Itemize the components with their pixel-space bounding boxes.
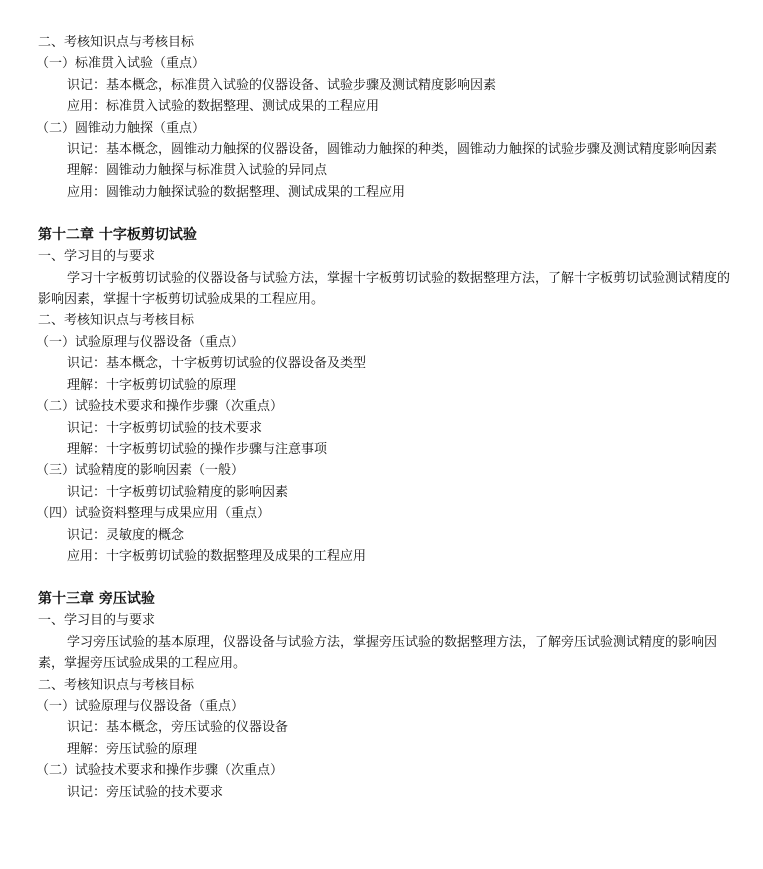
subsection-title: （二）试验技术要求和操作步骤（次重点） (36, 763, 284, 779)
objective-line: 识记：灵敏度的概念 (67, 527, 185, 543)
section-heading: 二、考核知识点与考核目标 (38, 35, 195, 50)
section-heading: 一、学习目的与要求 (38, 249, 156, 265)
objective-line: 应用：圆锥动力触探试验的数据整理、测试成果的工程应用 (67, 184, 406, 200)
subsection-title: （一）试验原理与仪器设备（重点） (36, 698, 245, 714)
objective-line: 应用：十字板剪切试验的数据整理及成果的工程应用 (67, 548, 367, 564)
objective-line: 理解：旁压试验的原理 (67, 741, 198, 757)
objective-line: 理解：十字板剪切试验的操作步骤与注意事项 (67, 441, 328, 457)
subsection-title: （三）试验精度的影响因素（一般） (36, 463, 245, 479)
subsection-title: （四）试验资料整理与成果应用（重点） (36, 506, 271, 522)
subsection-title: （一）试验原理与仪器设备（重点） (36, 334, 245, 350)
subsection-title: （二）圆锥动力触探（重点） (36, 120, 206, 136)
objective-line: 识记：基本概念，标准贯入试验的仪器设备、试验步骤及测试精度影响因素 (67, 77, 497, 93)
objective-line: 识记：基本概念，旁压试验的仪器设备 (67, 720, 289, 736)
subsection-title: （二）试验技术要求和操作步骤（次重点） (36, 399, 284, 415)
section-heading: 一、学习目的与要求 (38, 613, 156, 629)
objective-line: 理解：十字板剪切试验的原理 (67, 377, 237, 393)
objective-line: 识记：十字板剪切试验的技术要求 (67, 420, 263, 436)
section-heading: 二、考核知识点与考核目标 (38, 677, 195, 693)
subsection-title: （一）标准贯入试验（重点） (36, 56, 206, 72)
intro-paragraph: 学习旁压试验的基本原理，仪器设备与试验方法，掌握旁压试验的数据整理方法，了解旁压试验测试精度的影响因素，掌握旁压试验成果的工程应用。 (38, 634, 718, 672)
objective-line: 理解：圆锥动力触探与标准贯入试验的异同点 (67, 163, 328, 179)
chapter-title: 第十二章 十字板剪切试验 (38, 227, 197, 244)
objective-paragraph: 识记：基本概念，圆锥动力触探的仪器设备，圆锥动力触探的种类，圆锥动力触探的试验步骤及测试精度影响因素 (67, 142, 718, 158)
objective-line: 应用：标准贯入试验的数据整理、测试成果的工程应用 (67, 99, 380, 115)
objective-line: 识记：十字板剪切试验精度的影响因素 (67, 484, 289, 500)
objective-line: 识记：基本概念，十字板剪切试验的仪器设备及类型 (67, 356, 367, 372)
chapter-title: 第十三章 旁压试验 (38, 591, 155, 608)
section-heading: 二、考核知识点与考核目标 (38, 313, 195, 329)
intro-paragraph: 学习十字板剪切试验的仪器设备与试验方法，掌握十字板剪切试验的数据整理方法，了解十字板剪切试验测试精度的影响因素，掌握十字板剪切试验成果的工程应用。 (38, 270, 731, 308)
objective-line: 识记：旁压试验的技术要求 (67, 784, 224, 800)
